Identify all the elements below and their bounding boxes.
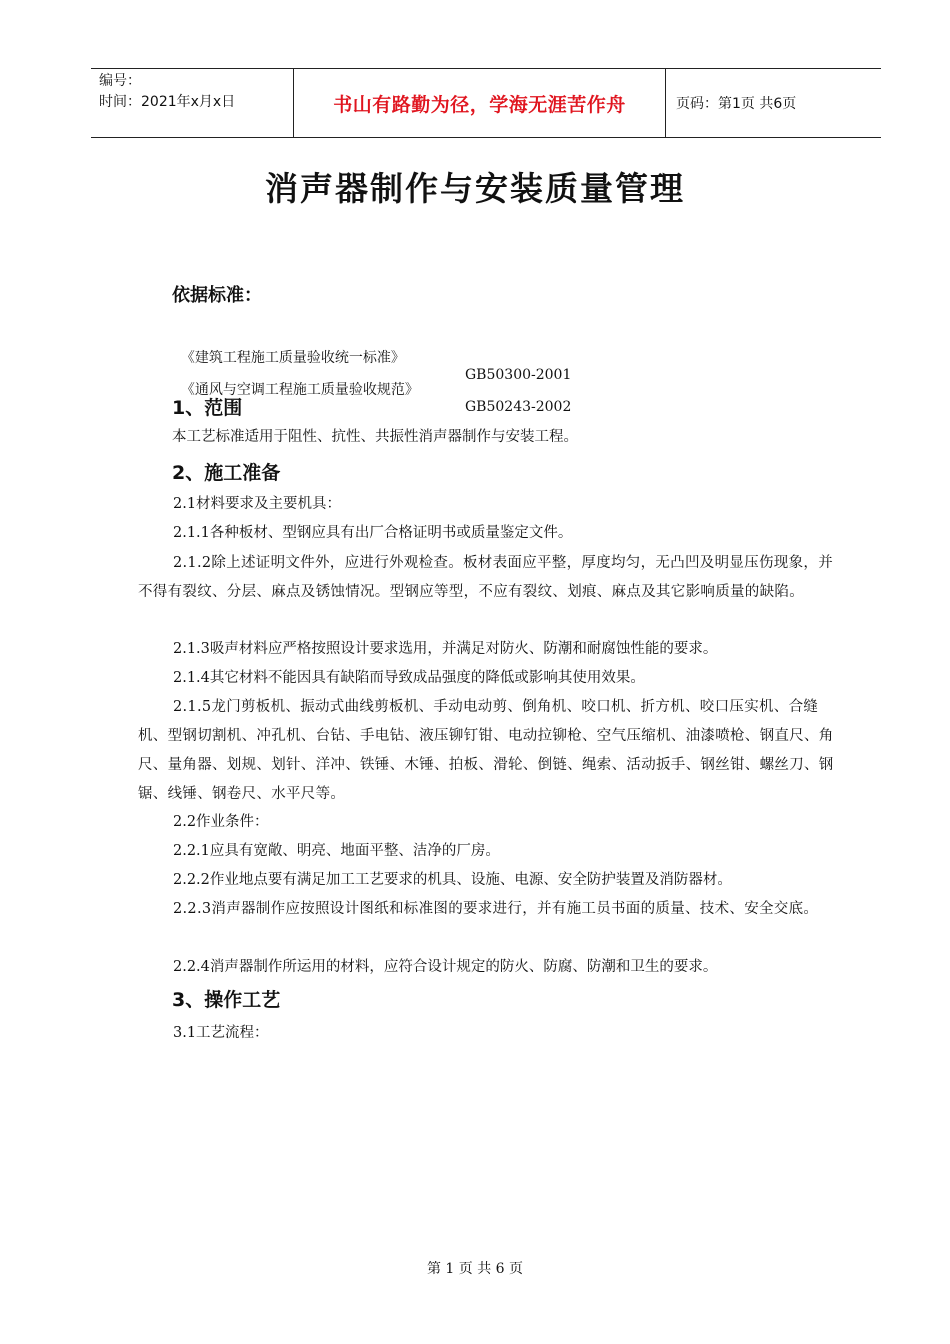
standard-code: GB50300-2001 [465,367,572,383]
paragraph: 2.1.2除上述证明文件外，应进行外观检查。板材表面应平整，厚度均匀，无凸凹及明显压伤现象，并不得有裂纹、分层、麻点及锈蚀情况。型钢应等型，不应有裂纹、划痕、麻点及其它影响质量的缺陷。 [138,555,833,600]
number-label: 编号： [99,73,141,89]
paragraph: 2.2.1应具有宽敞、明亮、地面平整、洁净的厂房。 [173,843,500,859]
paragraph: 2.1.1各种板材、型钢应具有出厂合格证明书或质量鉴定文件。 [173,525,573,541]
paragraph: 2.1.5龙门剪板机、振动式曲线剪板机、手动电动剪、倒角机、咬口机、折方机、咬口压实机、合缝机、型钢切割机、冲孔机、台钻、手电钻、液压铆钉钳、电动拉铆枪、空气压缩机、油漆喷枪、钢直尺、角尺、量角器、划规、划针、洋冲、铁锤、木锤、拍板、滑轮、倒链、绳索、活动扳手、钢丝钳、螺丝刀、钢锯、线锤、钢卷尺、水平尺等。 [138,699,834,802]
paragraph: 2.2.3消声器制作应按照设计图纸和标准图的要求进行，并有施工员书面的质量、技术、安全交底。 [173,901,819,917]
section-heading: 3、操作工艺 [172,989,281,1011]
paragraph: 3.1工艺流程： [173,1025,269,1041]
section-heading: 1、范围 [172,397,243,419]
standard-name: 《通风与空调工程施工质量验收规范》 [180,382,419,398]
page-footer: 第 1 页 共 6 页 [426,1261,524,1277]
standard-name: 《建筑工程施工质量验收统一标准》 [180,350,405,366]
paragraph: 本工艺标准适用于阻性、抗性、共振性消声器制作与安装工程。 [172,429,578,445]
paragraph: 2.1材料要求及主要机具： [173,496,342,512]
section-heading: 2、施工准备 [172,462,281,484]
document-title: 消声器制作与安装质量管理 [265,169,685,208]
document-header [91,68,881,138]
paragraph: 2.2作业条件： [173,814,269,830]
paragraph: 2.2.4消声器制作所运用的材料，应符合设计规定的防火、防腐、防潮和卫生的要求。 [173,959,718,975]
header-motto: 书山有路勤为径，学海无涯苦作舟 [293,69,666,137]
header-page-label: 页码：第1页 共6页 [676,96,797,112]
paragraph: 2.2.2作业地点要有满足加工工艺要求的机具、设施、电源、安全防护装置及消防器材。 [173,872,732,888]
header-meta [91,69,293,137]
standard-code: GB50243-2002 [465,399,572,415]
basis-heading: 依据标准： [172,285,262,306]
paragraph: 2.1.3吸声材料应严格按照设计要求选用，并满足对防火、防潮和耐腐蚀性能的要求。 [173,641,718,657]
time-label: 时间：2021年x月x日 [99,94,236,110]
paragraph: 2.1.4其它材料不能因具有缺陷而导致成品强度的降低或影响其使用效果。 [173,670,645,686]
